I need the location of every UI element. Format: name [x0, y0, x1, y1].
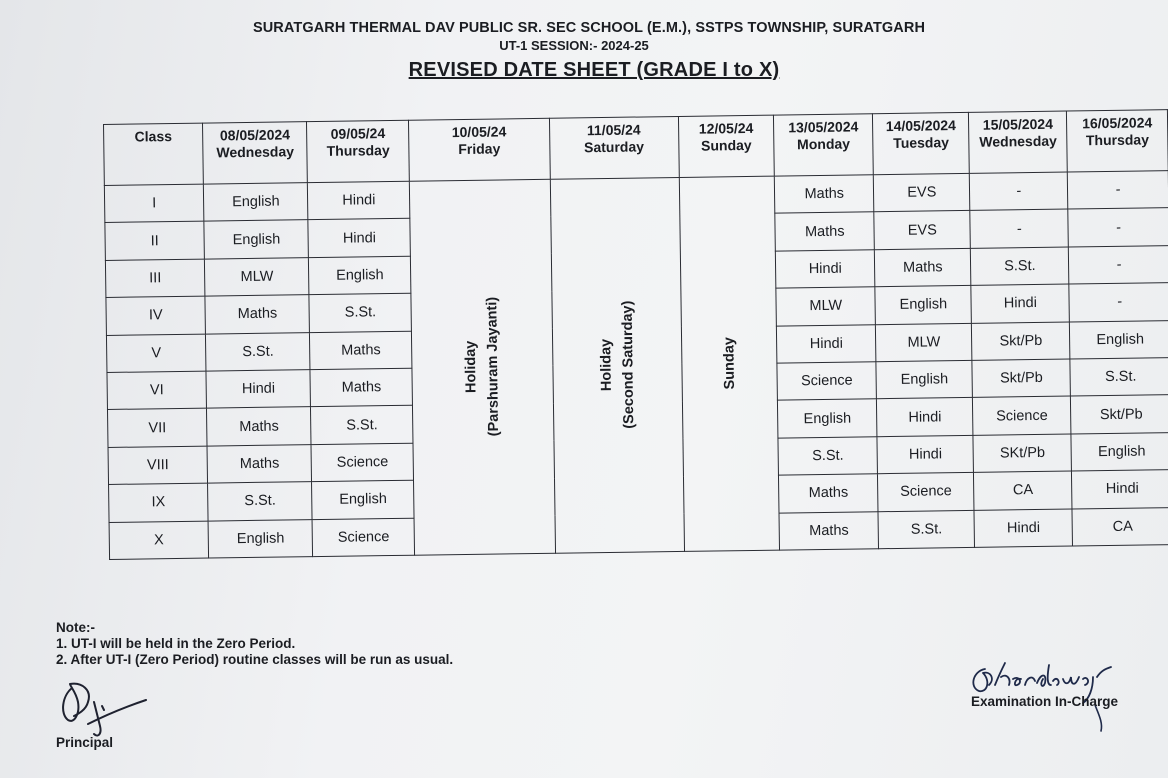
notes-section	[56, 620, 453, 668]
subject-cell: Hindi	[877, 435, 974, 474]
column-header: 16/05/2024 Thursday	[1067, 110, 1168, 172]
subject-cell: Skt/Pb	[972, 359, 1070, 398]
subject-cell: Maths	[205, 295, 310, 334]
column-header: 13/05/2024 Monday	[774, 114, 874, 176]
subject-cell: Hindi	[974, 509, 1072, 548]
subject-cell: Maths	[779, 474, 878, 513]
class-cell: VIII	[108, 446, 208, 485]
subject-cell: CA	[1072, 507, 1168, 546]
subject-cell: Hindi	[308, 181, 410, 220]
holiday-friday-title: Holiday	[462, 341, 480, 394]
subject-cell: EVS	[873, 173, 970, 212]
subject-cell: Hindi	[776, 250, 875, 289]
subject-cell: Hindi	[971, 284, 1069, 323]
column-header: 15/05/2024 Wednesday	[969, 111, 1068, 173]
subject-cell: Hindi	[308, 219, 410, 258]
subject-cell: Maths	[310, 331, 412, 370]
subject-cell: -	[1069, 245, 1168, 284]
class-cell: IV	[106, 296, 206, 335]
subject-cell: English	[309, 256, 411, 295]
subject-cell: English	[1071, 432, 1168, 471]
subject-cell: S.St.	[206, 332, 311, 371]
subject-cell: Maths	[310, 368, 412, 407]
subject-cell: S.St.	[309, 293, 411, 332]
note-line: 1. UT-I will be held in the Zero Period.	[56, 636, 296, 651]
class-cell: II	[105, 221, 205, 260]
subject-cell: MLW	[776, 287, 875, 326]
class-cell: IX	[109, 483, 209, 522]
subject-cell: Science	[311, 443, 413, 482]
class-column-header: Class	[104, 123, 204, 185]
subject-cell: S.St.	[971, 247, 1069, 286]
subject-cell: Skt/Pb	[972, 322, 1070, 361]
holiday-friday-reason: (Parshuram Jayanti)	[484, 297, 503, 437]
subject-cell: Science	[878, 473, 975, 512]
principal-label: Principal	[56, 735, 114, 750]
incharge-label: Examination In-Charge	[971, 694, 1119, 709]
subject-cell: English	[876, 360, 973, 399]
subject-cell: Maths	[779, 511, 878, 550]
subject-cell: Hindi	[877, 398, 974, 437]
note-line: 2. After UT-I (Zero Period) routine classes will be run as usual.	[56, 652, 454, 667]
subject-cell: S.St.	[1070, 358, 1168, 397]
class-cell: V	[106, 334, 206, 373]
subject-cell: Skt/Pb	[1071, 395, 1168, 434]
holiday-sunday-label: Sunday	[721, 337, 738, 391]
column-header: 09/05/24 Thursday	[307, 120, 410, 182]
subject-cell: English	[204, 183, 309, 222]
subject-cell: MLW	[205, 257, 310, 296]
column-header: 11/05/24 Saturday	[549, 116, 679, 179]
column-header: 10/05/24 Friday	[409, 118, 550, 181]
subject-cell: English	[208, 519, 313, 558]
class-cell: VI	[107, 371, 207, 410]
holiday-sunday-cell	[679, 176, 780, 551]
subject-cell: S.St.	[208, 482, 313, 521]
subject-cell: Hindi	[1072, 470, 1168, 509]
subject-cell: Maths	[207, 407, 312, 446]
subject-cell: -	[970, 209, 1068, 248]
subject-cell: Science	[777, 362, 876, 401]
subject-cell: Maths	[874, 248, 971, 287]
document-title: REVISED DATE SHEET (GRADE I to X)	[408, 59, 780, 81]
subject-cell: MLW	[876, 323, 973, 362]
school-name: SURATGARH THERMAL DAV PUBLIC SR. SEC SCHOOL (E.M.), SSTPS TOWNSHIP, SURATGARH	[252, 20, 926, 36]
class-cell: III	[105, 259, 205, 298]
subject-cell: EVS	[874, 211, 971, 250]
date-sheet-table	[103, 109, 1168, 560]
subject-cell: English	[875, 286, 972, 325]
notes-heading: Note:-	[56, 620, 95, 635]
subject-cell: -	[1068, 208, 1168, 247]
column-header: 12/05/24 Sunday	[678, 115, 774, 177]
subject-cell: SKt/Pb	[973, 434, 1071, 473]
subject-cell: Hindi	[777, 324, 876, 363]
class-cell: VII	[107, 408, 207, 447]
class-cell: X	[109, 521, 209, 560]
holiday-saturday-title: Holiday	[597, 339, 615, 392]
holiday-saturday-reason: (Second Saturday)	[619, 300, 637, 430]
class-cell: I	[104, 184, 204, 223]
principal-signature	[58, 680, 153, 742]
subject-cell: English	[204, 220, 309, 259]
subject-cell: -	[970, 172, 1068, 211]
subject-cell: Hindi	[206, 370, 311, 409]
holiday-saturday-cell	[550, 177, 684, 553]
subject-cell: -	[1069, 283, 1168, 322]
subject-cell: S.St.	[778, 436, 877, 475]
column-header: 08/05/2024 Wednesday	[203, 122, 308, 184]
subject-cell: -	[1067, 171, 1168, 210]
subject-cell: Science	[312, 518, 414, 557]
subject-cell: Maths	[207, 444, 312, 483]
subject-cell: English	[312, 480, 414, 519]
subject-cell: S.St.	[878, 510, 975, 549]
subject-cell: S.St.	[311, 406, 413, 445]
holiday-friday-cell	[410, 179, 556, 555]
session-label: UT-1 SESSION:- 2024-25	[499, 38, 649, 53]
subject-cell: Maths	[775, 175, 874, 214]
subject-cell: CA	[974, 471, 1072, 510]
column-header: 14/05/2024 Tuesday	[873, 112, 970, 174]
subject-cell: Maths	[775, 212, 874, 251]
subject-cell: English	[778, 399, 877, 438]
subject-cell: Science	[973, 396, 1071, 435]
document-header	[0, 20, 1168, 82]
subject-cell: English	[1070, 320, 1168, 359]
